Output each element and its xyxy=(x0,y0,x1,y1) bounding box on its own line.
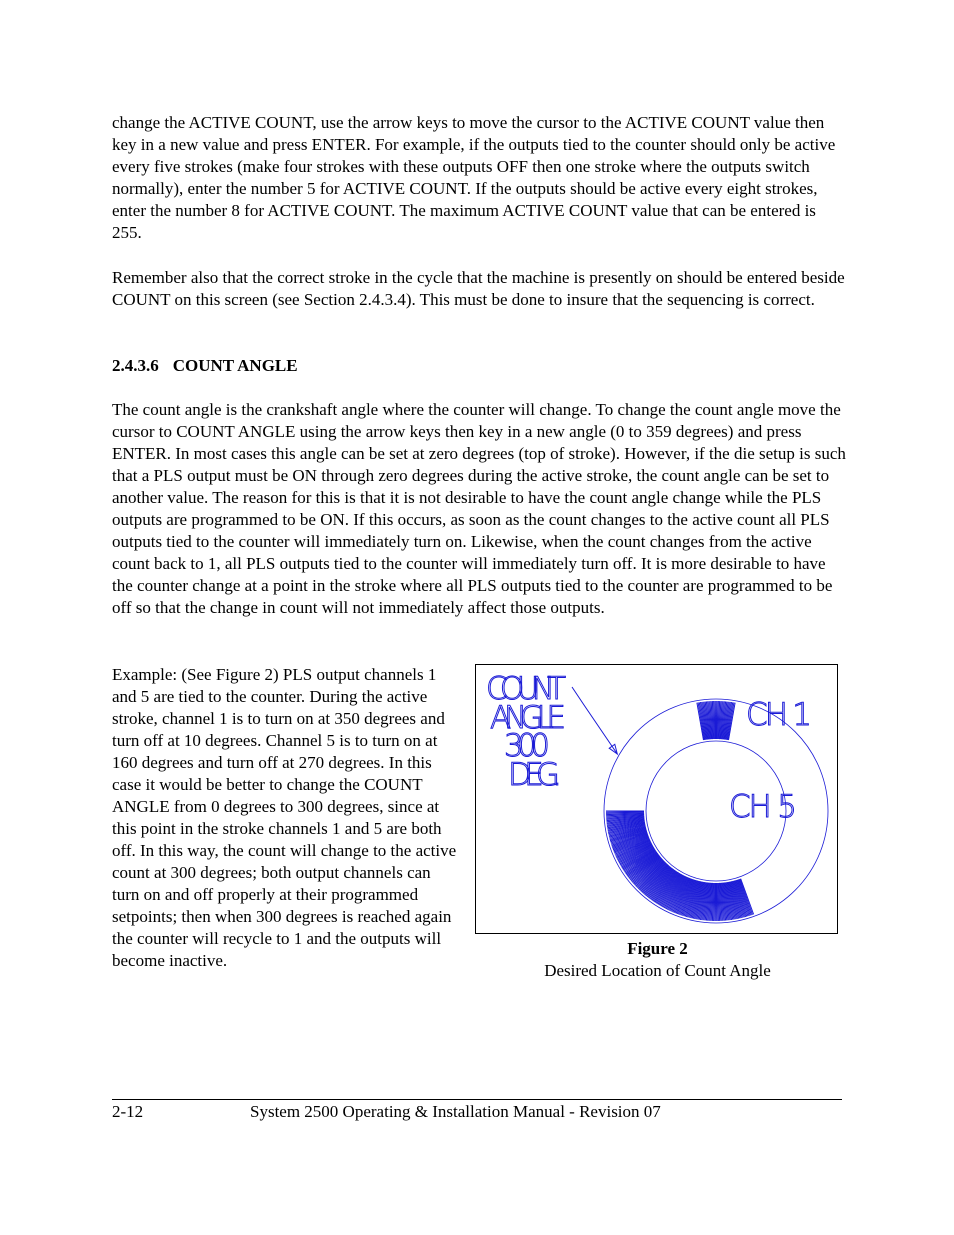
footer-page-number: 2-12 xyxy=(112,1102,144,1121)
section-number: 2.4.3.6 xyxy=(112,356,159,375)
count-angle-pointer xyxy=(572,687,617,754)
label-ch5: CH 5 xyxy=(729,789,797,825)
figure-title: Figure 2 xyxy=(627,939,688,958)
section-heading xyxy=(112,355,298,377)
label-300: 300 xyxy=(504,728,550,764)
count-angle-diagram xyxy=(476,665,838,934)
footer-divider xyxy=(112,1099,842,1100)
label-ch1: CH 1 xyxy=(746,697,812,733)
footer-manual-title: System 2500 Operating & Installation Manual - Revision 07 xyxy=(250,1102,661,1121)
channel-5-segment xyxy=(606,811,754,921)
paragraph-count-angle: The count angle is the crankshaft angle where the counter will change. To change the count angle move the cursor to COUNT ANGLE using the arrow keys then key in a new angle (0 to 359 degrees) and press ENTER. In most cases this angle can be set at zero degrees (top of stroke). However, if the die setup is such that a PLS output must be ON through zero degrees during the active stroke, the count angle can be set to another value. The reason for this is that it is not desirable to have the count angle change while the PLS outputs are programmed to be ON. If this occurs, as soon as the count changes to the active count all PLS outputs tied to the counter will immediately turn on. Likewise, when the count changes from the active count back to 1, all PLS outputs tied to the counter will immediately turn off. It is more desirable to have the counter change at a point in the stroke where all PLS outputs tied to the counter are programmed to be off so that the change in count will not immediately affect those outputs. xyxy=(112,400,846,617)
channel-1-segment xyxy=(697,701,735,740)
label-count: COUNT xyxy=(486,671,566,707)
count-angle-arrowhead xyxy=(609,744,617,754)
figure-caption: Desired Location of Count Angle xyxy=(544,961,771,980)
label-deg: DEG. xyxy=(508,757,562,793)
figure-2-diagram xyxy=(475,664,838,934)
paragraph-example: Example: (See Figure 2) PLS output channels 1 and 5 are tied to the counter. During the active stroke, channel 1 is to turn on at 350 degrees and turn off at 10 degrees. Channel 5 is to turn on at 160 degrees and turn off at 270 degrees. In this case it would be better to change the COUNT ANGLE from 0 degrees to 300 degrees, since at this point in the stroke channels 1 and 5 are both off. In this way, the count will change to the active count at 300 degrees; both output channels can turn on and off properly at their programmed setpoints; then when 300 degrees is reached again the counter will recycle to 1 and the outputs will become inactive. xyxy=(112,665,457,970)
paragraph-active-count: change the ACTIVE COUNT, use the arrow keys to move the cursor to the ACTIVE COUNT value then key in a new value and press ENTER. For example, if the outputs tied to the counter should only be active every five strokes (make four strokes with these outputs OFF then one stroke where the outputs switch normally), enter the number 5 for ACTIVE COUNT. If the outputs should be active every eight strokes, enter the number 8 for ACTIVE COUNT. The maximum ACTIVE COUNT value that can be entered is 255. xyxy=(112,113,836,242)
paragraph-remember: Remember also that the correct stroke in the cycle that the machine is presently on should be entered beside COUNT on this screen (see Section 2.4.3.4). This must be done to insure that the sequencing is correct. xyxy=(112,268,845,309)
label-angle: ANGLE xyxy=(490,700,566,736)
section-title: COUNT ANGLE xyxy=(172,356,298,375)
